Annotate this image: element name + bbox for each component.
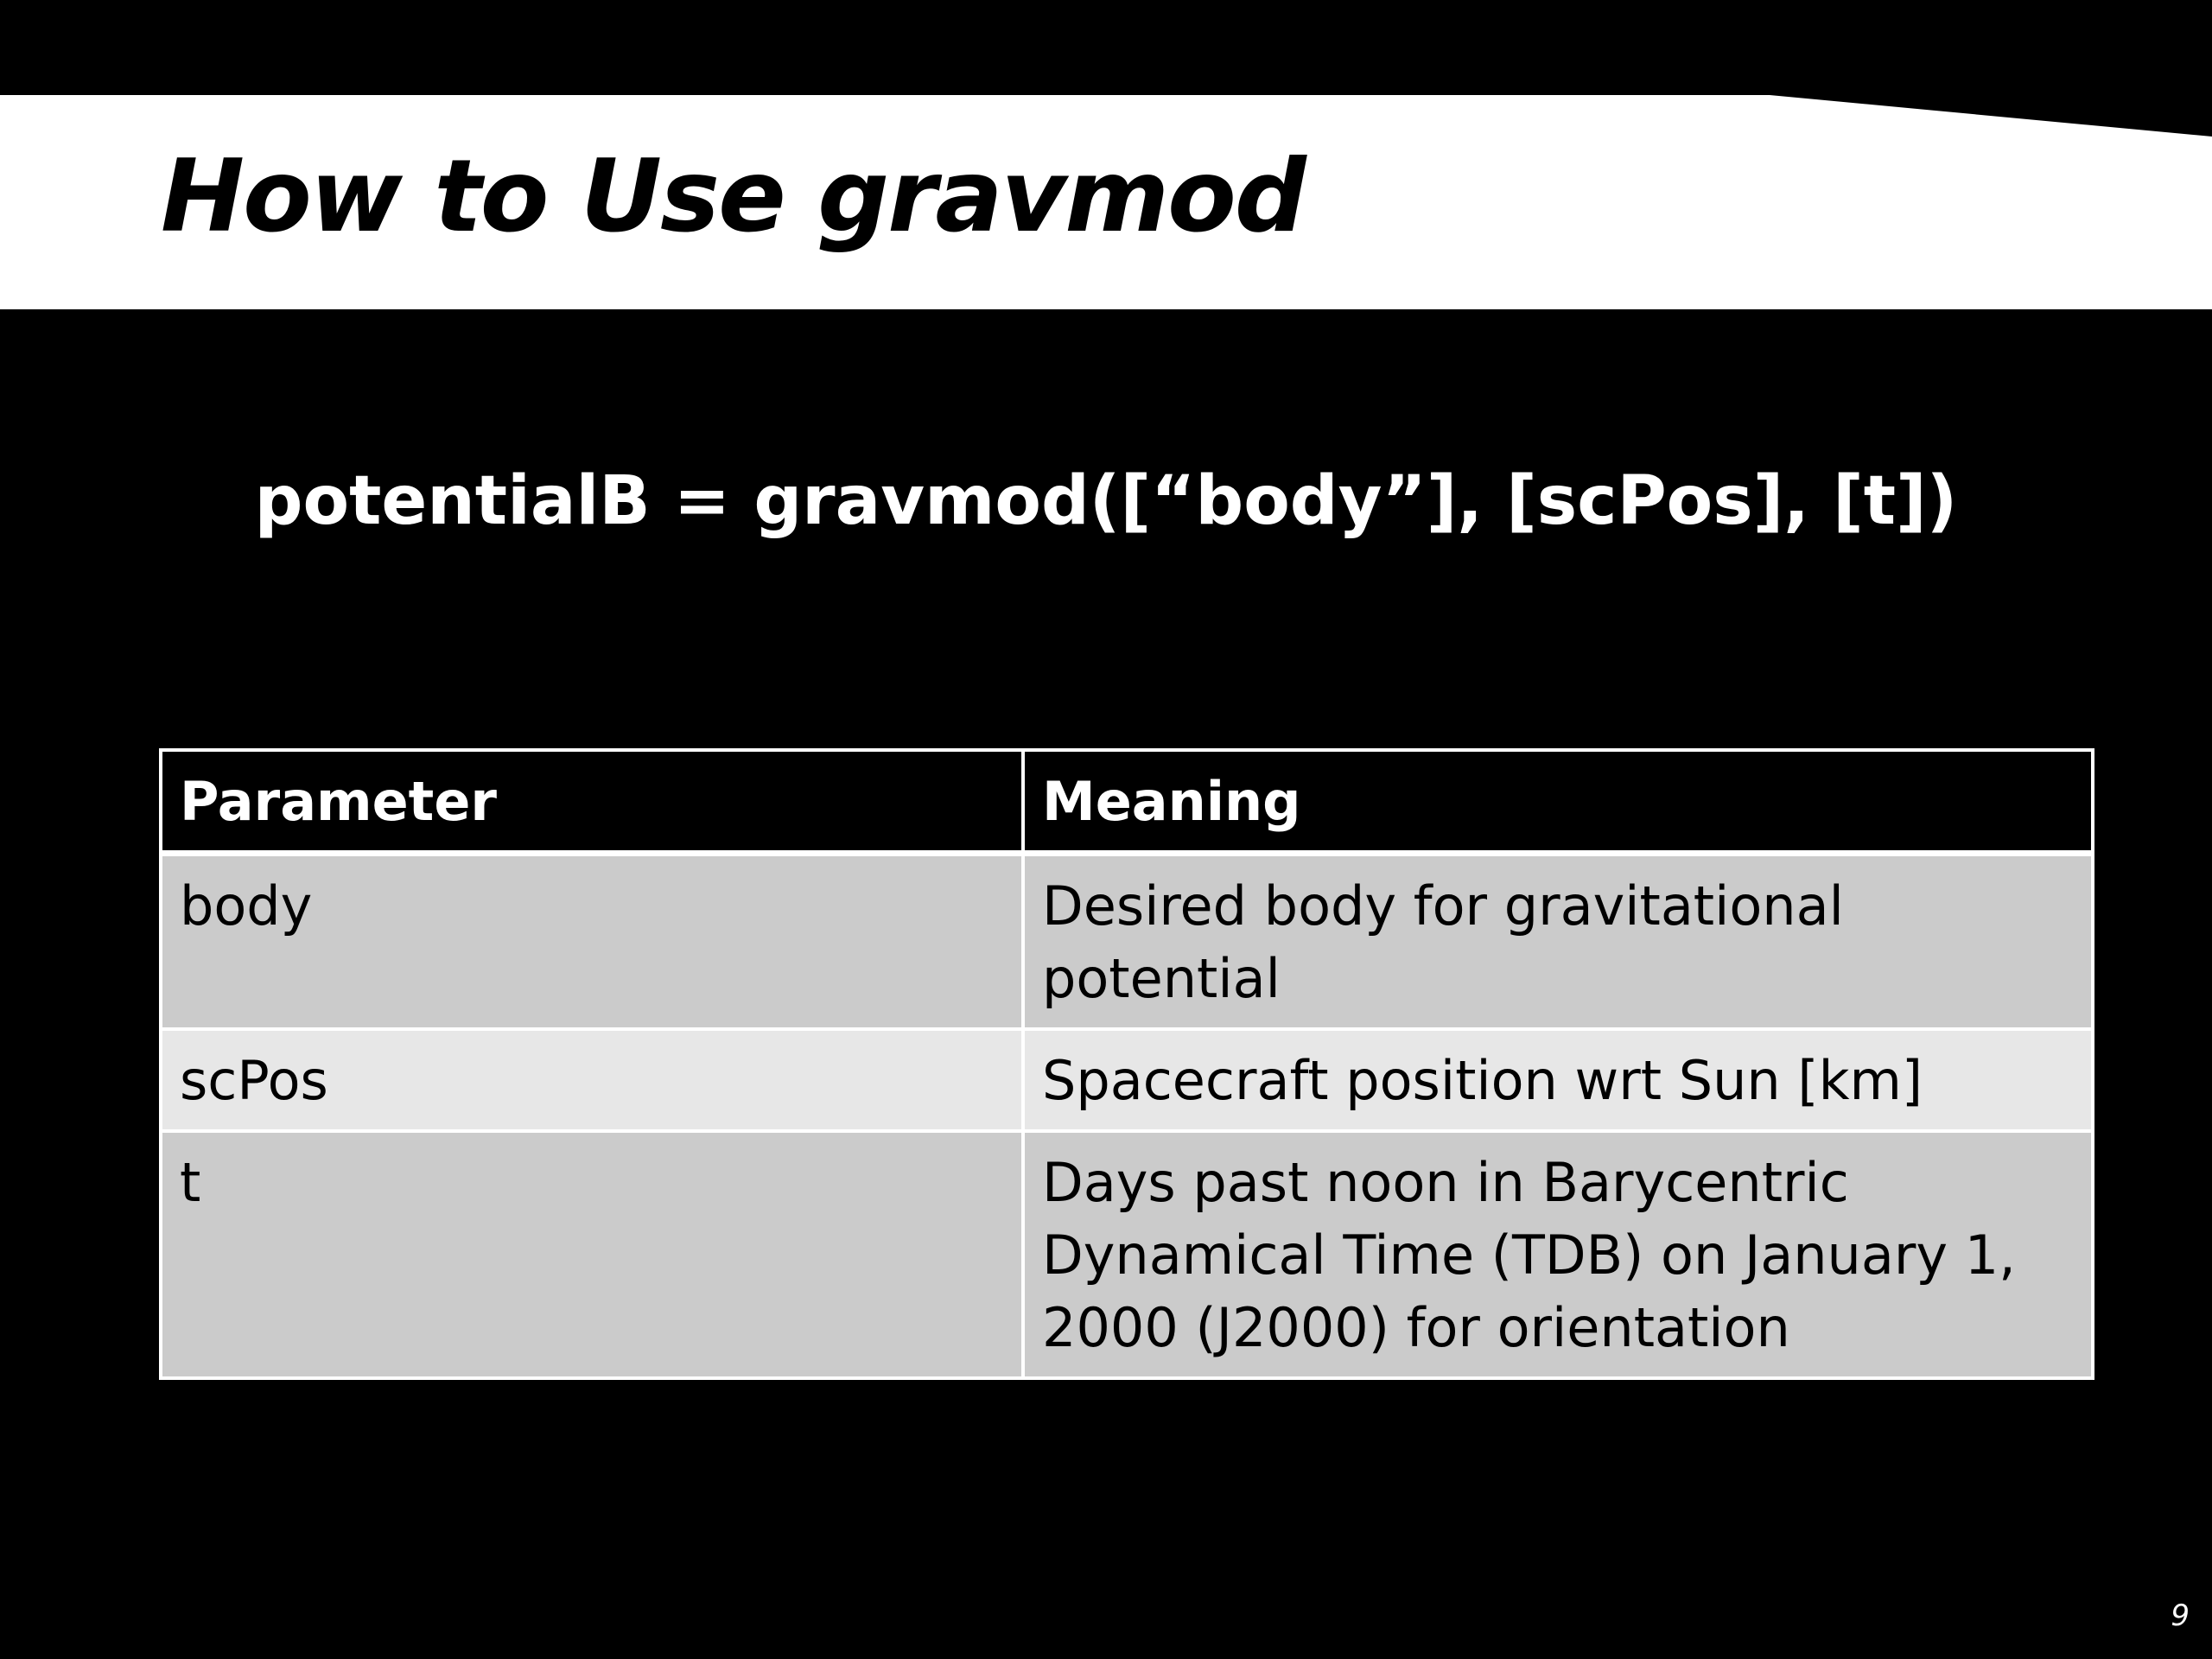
- cell-parameter: body: [161, 854, 1023, 1030]
- parameter-table: [159, 748, 2094, 1380]
- cell-parameter: scPos: [161, 1029, 1023, 1131]
- table-row-scpos: [161, 1029, 2093, 1131]
- table-row-body: [161, 854, 2093, 1030]
- cell-meaning: Days past noon in Barycentric Dynamical Time (TDB) on January 1, 2000 (J2000) for orientation: [1023, 1131, 2093, 1378]
- page-number: 9: [2171, 1599, 2190, 1633]
- cell-meaning: Desired body for gravitational potential: [1023, 854, 2093, 1030]
- table-header-row: [161, 750, 2093, 854]
- table-row-t: [161, 1131, 2093, 1378]
- slide-title: How to Use gravmod: [161, 138, 1305, 255]
- cell-meaning: Spacecraft position wrt Sun [km]: [1023, 1029, 2093, 1131]
- header-parameter: Parameter: [161, 750, 1023, 854]
- function-signature: potentialB = gravmod([“body”], [scPos], [t]): [254, 462, 1958, 540]
- cell-parameter: t: [161, 1131, 1023, 1378]
- header-meaning: Meaning: [1023, 750, 2093, 854]
